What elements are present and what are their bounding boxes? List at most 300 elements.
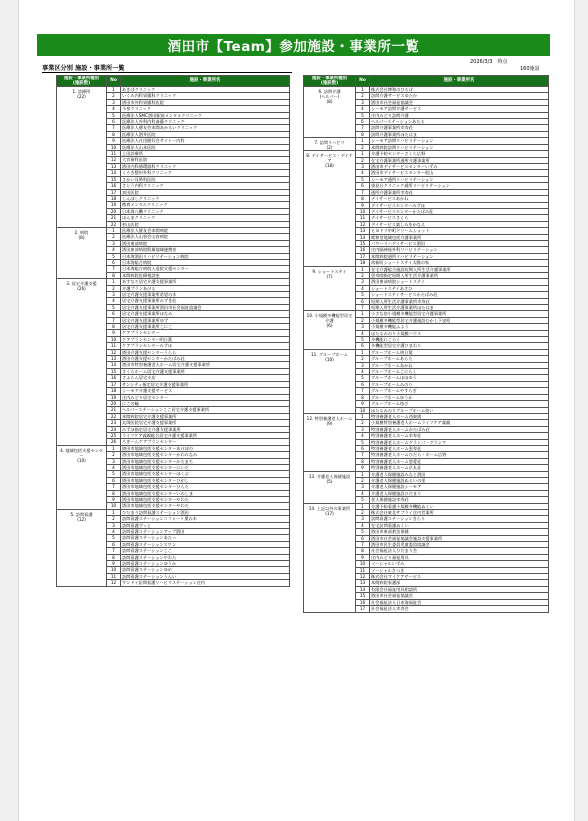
row-number: 19 bbox=[107, 394, 121, 400]
row-number: 2 bbox=[356, 317, 370, 323]
row-number: 15 bbox=[107, 176, 121, 182]
row-number: 6 bbox=[107, 119, 121, 125]
as-of-date: 2026/3/3 時点 bbox=[470, 59, 508, 65]
row-number: 17 bbox=[356, 606, 370, 612]
facility-name: 訪問看護ステーションきらり bbox=[370, 516, 549, 522]
row-number: 1 bbox=[356, 151, 370, 157]
row-number: 1 bbox=[356, 87, 370, 93]
facility-name: 庄内脳神経外科リハビリテーション bbox=[370, 247, 549, 253]
facility-name: ひだまり訪問看護ステーション酒田 bbox=[121, 509, 290, 515]
facility-name: 酒田東部病院ショートステイ bbox=[370, 279, 549, 285]
row-number: 7 bbox=[356, 388, 370, 394]
row-number: 13 bbox=[107, 163, 121, 169]
row-number: 4 bbox=[356, 369, 370, 375]
row-number: 15 bbox=[107, 368, 121, 374]
category-count: (2) bbox=[326, 145, 333, 151]
facility-name: 医療法人SMC酒田駅前メンタルクリニック bbox=[121, 112, 290, 118]
facility-name: 居宅介護支援事業所希望の木 bbox=[121, 292, 290, 298]
facility-name: デイサービスさくら bbox=[370, 215, 549, 221]
row-number: 23 bbox=[107, 420, 121, 426]
facility-name: ケアプランセンター bbox=[121, 330, 290, 336]
facility-name: グループホームゆうか bbox=[370, 394, 549, 400]
subtitle-underline bbox=[42, 72, 292, 73]
row-number: 1 bbox=[107, 509, 121, 515]
row-number: 9 bbox=[107, 561, 121, 567]
facility-name: 多機能型居宅介護ひまわり bbox=[370, 343, 549, 349]
facility-name: 特別養護老人ホーム幸寿荘 bbox=[370, 433, 549, 439]
facility-name: 酒田市地域包括支援センターほくぶ bbox=[121, 471, 290, 477]
row-number: 4 bbox=[356, 490, 370, 496]
facility-name: しんぼしクリニック bbox=[121, 195, 290, 201]
row-number: 17 bbox=[107, 189, 121, 195]
row-number: 7 bbox=[356, 542, 370, 548]
row-number: 8 bbox=[107, 490, 121, 496]
facility-name: 庄内みどり福祉用具 bbox=[370, 554, 549, 560]
facility-name: さくらホーム居宅介護支援事業所 bbox=[121, 368, 290, 374]
row-number: 2 bbox=[356, 477, 370, 483]
facility-name: 本間病院訪問リハビリテーション bbox=[370, 144, 549, 151]
facility-name: 酒田市地域包括支援センターかわみなみ bbox=[121, 452, 290, 458]
section-subtitle: 事業区分別 施設・事業所一覧 bbox=[42, 65, 125, 72]
facility-name: 酒田市外科胃腸科医院 bbox=[121, 99, 290, 105]
row-number: 21 bbox=[107, 407, 121, 413]
row-number: 2 bbox=[107, 516, 121, 522]
row-number: 13 bbox=[356, 580, 370, 586]
row-number: 4 bbox=[107, 106, 121, 112]
facility-name: 訪問看護ずっと bbox=[121, 522, 290, 528]
row-number: 4 bbox=[107, 464, 121, 470]
facility-name: 居宅介護支援事業所ゆず bbox=[121, 317, 290, 323]
facility-name: 晴和堂地域包括介護事業所 bbox=[370, 234, 549, 240]
row-number: 8 bbox=[107, 324, 121, 330]
facility-name: 本間病院医療相談室 bbox=[121, 272, 290, 278]
facility-name: 株式会社マイケアサービス bbox=[370, 574, 549, 580]
facility-name: 居宅介護支援事業所こにこ bbox=[121, 324, 290, 330]
row-number: 10 bbox=[107, 144, 121, 150]
facility-name: 訪問看護ステーションあたっ bbox=[121, 535, 290, 541]
row-number: 7 bbox=[107, 266, 121, 272]
facility-name: ほたるみのり小規模ハウス bbox=[370, 330, 549, 336]
category-cell bbox=[304, 471, 356, 503]
category-cell bbox=[57, 445, 107, 509]
facility-name: グループホームあかね bbox=[370, 362, 549, 368]
facility-name: 酒田市地域包括支援センターあけぼの bbox=[121, 445, 290, 451]
facility-name: ケアプランセンター明日葉 bbox=[121, 336, 290, 342]
row-number: 2 bbox=[107, 234, 121, 240]
row-number: 5 bbox=[107, 471, 121, 477]
row-number: 7 bbox=[107, 548, 121, 554]
facility-name: ヒヨドリ中町ドリームショット bbox=[370, 228, 549, 234]
facility-name: 特別養護老人ホームかたばみ荘 bbox=[370, 426, 549, 432]
row-number: 8 bbox=[356, 394, 370, 400]
facility-name: 訪問看護ステーションスワン bbox=[121, 541, 290, 547]
facility-name: シーモア介護支援サービス bbox=[121, 388, 290, 394]
facility-name: 訪問看護ステーションゆめ bbox=[121, 567, 290, 573]
facility-name: 株式会社博和のひろば bbox=[370, 87, 549, 93]
facility-name: サンシティ指定居宅介護支援事業所 bbox=[121, 381, 290, 387]
facility-name: 今泉クリニック bbox=[121, 106, 290, 112]
row-number: 9 bbox=[356, 401, 370, 407]
row-number: 20 bbox=[107, 208, 121, 214]
facility-name: 介護老人保健施設ぬるいの里 bbox=[370, 477, 549, 483]
facility-name: デイサービスセンターかたばみ荘 bbox=[370, 208, 549, 214]
row-number: 8 bbox=[107, 554, 121, 560]
category-label: 9. ショートステイ bbox=[312, 268, 347, 274]
row-number: 7 bbox=[107, 484, 121, 490]
row-number: 11 bbox=[107, 151, 121, 157]
category-label: 3. 居宅介護支援 bbox=[66, 281, 97, 287]
facility-name: みずほ指定居宅介護支援事業所 bbox=[121, 426, 290, 432]
category-cell bbox=[304, 266, 356, 311]
row-number: 1 bbox=[356, 311, 370, 317]
facility-name: ろぎーんケアプランセンター bbox=[121, 439, 290, 445]
row-number: 4 bbox=[107, 298, 121, 304]
row-number: 3 bbox=[356, 484, 370, 490]
facility-name: グループホームあらた bbox=[370, 356, 549, 362]
facility-name: ケアプランセンターみずほ bbox=[121, 343, 290, 349]
row-number: 12 bbox=[107, 580, 121, 586]
header-name: 施設・事業所名 bbox=[121, 76, 290, 87]
row-number: 4 bbox=[356, 522, 370, 528]
row-number: 14 bbox=[356, 234, 370, 240]
facility-name: 社会福祉法人日本海福祉会 bbox=[370, 599, 549, 605]
facility-name: デイサービスセンターみずほ bbox=[370, 202, 549, 208]
facility-name: 介護予防センターさくら広野 bbox=[370, 151, 549, 157]
facility-name: 通所介護事業所幸寿荘 bbox=[370, 189, 549, 195]
facility-name: 丸岡医院居宅介護支援事業所 bbox=[121, 420, 290, 426]
row-number: 4 bbox=[107, 247, 121, 253]
row-number: 4 bbox=[356, 330, 370, 336]
facility-name: ソーシャルさつき bbox=[370, 567, 549, 573]
row-number: 21 bbox=[107, 215, 121, 221]
facility-name: 庄内みどり居宅センター bbox=[121, 394, 290, 400]
row-number: 9 bbox=[356, 554, 370, 560]
row-number: 10 bbox=[107, 567, 121, 573]
category-count: (9) bbox=[326, 420, 333, 426]
facility-name: ヘルパーステーションここ居宅介護支援事業所 bbox=[121, 407, 290, 413]
row-number: 1 bbox=[107, 279, 121, 285]
category-label: 11. グループホーム bbox=[311, 351, 348, 357]
category-count: (26) bbox=[77, 286, 86, 292]
facility-name: 居宅介護支援事業所みずき荘 bbox=[121, 298, 290, 304]
category-cell bbox=[304, 413, 356, 471]
row-number: 7 bbox=[356, 305, 370, 311]
row-number: 5 bbox=[356, 375, 370, 381]
facility-name: 酒田介護支援センターうらら bbox=[121, 349, 290, 355]
row-number: 12 bbox=[356, 574, 370, 580]
row-number: 12 bbox=[356, 221, 370, 227]
category-cell bbox=[57, 509, 107, 586]
row-number: 10 bbox=[107, 336, 121, 342]
row-number: 12 bbox=[107, 157, 121, 163]
row-number: 15 bbox=[356, 240, 370, 246]
row-number: 18 bbox=[356, 260, 370, 266]
category-count: (12) bbox=[77, 516, 86, 522]
row-number: 2 bbox=[356, 510, 370, 516]
category-cell bbox=[57, 279, 107, 446]
row-number: 3 bbox=[356, 516, 370, 522]
row-number: 3 bbox=[107, 99, 121, 105]
row-number: 7 bbox=[107, 317, 121, 323]
row-number: 18 bbox=[107, 195, 121, 201]
facility-name: シーモア通所リハビリテーション bbox=[370, 176, 549, 182]
header-category: 施設・事業所種別 (施設数) bbox=[304, 76, 356, 87]
row-number: 2 bbox=[356, 157, 370, 163]
row-number: 5 bbox=[107, 253, 121, 259]
facility-name: 有限会社福祉用具相談所 bbox=[370, 586, 549, 592]
facility-name: 医療法人酒井医院 bbox=[121, 131, 290, 137]
row-number: 11 bbox=[356, 215, 370, 221]
category-label: 4. 地域包括支援センター bbox=[60, 447, 103, 458]
row-number: 4 bbox=[356, 433, 370, 439]
facility-name: 多機能にこらく bbox=[370, 337, 549, 343]
facility-name: 日本海酒田リハビリテーション病院 bbox=[121, 253, 290, 259]
row-number: 7 bbox=[107, 125, 121, 131]
category-count: (5) bbox=[326, 478, 333, 484]
row-number: 1 bbox=[356, 503, 370, 509]
row-number: 11 bbox=[356, 567, 370, 573]
row-number: 3 bbox=[356, 99, 370, 105]
category-label: 2. 病院 bbox=[74, 229, 89, 235]
facility-name: ショートステイあさひ bbox=[370, 285, 549, 291]
category-count: (18) bbox=[325, 163, 334, 169]
row-number: 22 bbox=[107, 413, 121, 419]
facility-name: 訪問介護事業所幸寿荘 bbox=[370, 125, 549, 131]
row-number: 8 bbox=[356, 196, 370, 202]
row-number: 3 bbox=[356, 279, 370, 285]
row-number: 10 bbox=[107, 503, 121, 509]
category-label: 7. 訪問リハビリ bbox=[314, 140, 345, 146]
row-number: 1 bbox=[107, 445, 121, 451]
category-cell bbox=[304, 151, 356, 266]
facility-name: 小さな宿小規模多機能型居宅介護事業所 bbox=[370, 311, 549, 317]
row-number: 5 bbox=[356, 439, 370, 445]
category-cell bbox=[304, 87, 356, 138]
row-number: 3 bbox=[107, 522, 121, 528]
facility-name: あきばクリニック bbox=[121, 87, 290, 93]
facility-name: ワンドイ訪問看護リハビリステーション庄内 bbox=[121, 580, 290, 586]
row-number: 9 bbox=[107, 330, 121, 336]
row-number: 25 bbox=[107, 432, 121, 438]
facility-name: ほんまクリニック bbox=[121, 215, 290, 221]
row-number: 6 bbox=[356, 298, 370, 304]
row-number: 16 bbox=[107, 375, 121, 381]
row-number: 5 bbox=[356, 292, 370, 298]
facility-name: グループホームみのり bbox=[370, 381, 549, 387]
facility-name: 小規模多機能型居宅介護施設むかし下安町 bbox=[370, 317, 549, 323]
row-number: 3 bbox=[107, 292, 121, 298]
row-number: 7 bbox=[356, 125, 370, 131]
category-count: (7) bbox=[326, 273, 333, 279]
category-cell bbox=[304, 138, 356, 151]
row-number: 6 bbox=[107, 311, 121, 317]
category-label: 1. 診療所 bbox=[72, 89, 91, 94]
row-number: 5 bbox=[107, 535, 121, 541]
facility-name: 在宅介護総合施設短期入所生活介護事業所 bbox=[370, 266, 549, 272]
row-number: 13 bbox=[356, 228, 370, 234]
facility-name: グループホーム結び bbox=[370, 401, 549, 407]
facility-name: 南新町ショートステイ太陽の家 bbox=[370, 260, 549, 266]
row-number: 6 bbox=[356, 381, 370, 387]
facility-name: 本間病院居宅介護支援事業所 bbox=[121, 413, 290, 419]
category-label: 14. 上記以外の事業所 bbox=[308, 505, 351, 511]
header-no: No bbox=[356, 76, 370, 87]
row-number: 1 bbox=[356, 266, 370, 272]
facility-name: 居宅介護支援事業所ほなみ bbox=[121, 311, 290, 317]
facility-name: グループホームやすらぎ bbox=[370, 388, 549, 394]
header-name: 施設・事業所名 bbox=[370, 76, 549, 87]
facility-name: 訪問看護ステーションここ bbox=[121, 548, 290, 554]
row-number: 4 bbox=[356, 170, 370, 176]
row-number: 7 bbox=[356, 452, 370, 458]
facility-name: 介護プランあける bbox=[121, 285, 290, 291]
row-number: 14 bbox=[107, 170, 121, 176]
row-number: 26 bbox=[107, 439, 121, 445]
row-number: 22 bbox=[107, 221, 121, 227]
facility-name: 酒田介護支援センターかたばみ荘 bbox=[121, 356, 290, 362]
row-number: 5 bbox=[107, 304, 121, 310]
facility-name: デイサービスあかね bbox=[370, 196, 549, 202]
category-label: 12. 特別養護老人ホーム bbox=[306, 415, 353, 421]
facility-name: 社会福祉法人ひだまり会 bbox=[370, 548, 549, 554]
facility-name: 小規模多機能ふよう bbox=[370, 324, 549, 330]
facility-name: 短期入所生活介護事業所幸寿荘 bbox=[370, 298, 549, 304]
category-label: 8. デイサービス・デイケア bbox=[306, 153, 353, 164]
facility-name: あすなろ居宅介護支援事業所 bbox=[121, 279, 290, 285]
row-number: 16 bbox=[356, 247, 370, 253]
category-label: 13. 介護老人保健施設 bbox=[308, 473, 351, 479]
row-number: 14 bbox=[107, 362, 121, 368]
facility-name: シーモア訪問介護サービス bbox=[370, 106, 549, 112]
row-number: 13 bbox=[107, 356, 121, 362]
row-number: 10 bbox=[356, 407, 370, 413]
facility-name: 居宅介護支援事業所酒田市社会福祉協議会 bbox=[121, 304, 290, 310]
facility-name: 訪問看護ステーションコフォート奥の木 bbox=[121, 516, 290, 522]
facility-name: 訪問看護ステーションゆうか bbox=[121, 561, 290, 567]
row-number: 17 bbox=[107, 381, 121, 387]
facility-name: さふらん居宅支店 bbox=[121, 375, 290, 381]
row-number: 19 bbox=[107, 202, 121, 208]
facility-name: 介護老人保健施設シーモア bbox=[370, 484, 549, 490]
row-number: 7 bbox=[356, 189, 370, 195]
facility-name: さかい耳鼻科医院 bbox=[121, 176, 290, 182]
facility-name: 医療法人外科内科斎藤クリニック bbox=[121, 119, 290, 125]
row-number: 24 bbox=[107, 426, 121, 432]
facility-name: 本間病院看護部 bbox=[370, 580, 549, 586]
row-number: 9 bbox=[356, 202, 370, 208]
row-number: 2 bbox=[107, 452, 121, 458]
facility-table-left bbox=[56, 75, 290, 587]
facility-name: 真田医院 bbox=[121, 189, 290, 195]
row-number: 1 bbox=[356, 349, 370, 355]
facility-name: 特別養護老人ホーム悠愛荘 bbox=[370, 458, 549, 464]
row-number: 11 bbox=[107, 343, 121, 349]
facility-name: 酒田東部病院 bbox=[121, 240, 290, 246]
row-number: 4 bbox=[356, 285, 370, 291]
facility-name: 酒田市社会福祉協議会施設支援事業所 bbox=[370, 535, 549, 541]
facility-name: 酒田市地域包括支援センターひがし bbox=[121, 477, 290, 483]
row-number: 4 bbox=[107, 529, 121, 535]
facility-name: 在宅介護事業所通所介護事業所 bbox=[370, 157, 549, 163]
header-category: 施設・事業所種別 (施設数) bbox=[57, 76, 107, 87]
row-number: 18 bbox=[107, 388, 121, 394]
category-count: (10) bbox=[77, 457, 86, 463]
row-number: 11 bbox=[107, 573, 121, 579]
category-label: 10. 小規模多機能型居宅介護 bbox=[306, 313, 353, 324]
row-number: 6 bbox=[356, 119, 370, 125]
facility-name: 介護老人保健施設ひだまり bbox=[370, 490, 549, 496]
row-number: 2 bbox=[107, 93, 121, 99]
row-number: 15 bbox=[356, 593, 370, 599]
row-number: 3 bbox=[107, 240, 121, 246]
row-number: 1 bbox=[356, 138, 370, 145]
facility-name: ほたるみのりグループホーム結い bbox=[370, 407, 549, 413]
row-number: 6 bbox=[107, 477, 121, 483]
row-number: 8 bbox=[356, 548, 370, 554]
facility-name: 特別養護老人ホーム京丸荘 bbox=[370, 465, 549, 471]
row-number: 16 bbox=[107, 183, 121, 189]
facility-name: 酒田市地域包括支援センターやわた bbox=[121, 497, 290, 503]
page-title: 酒田市【Team】参加施設・事業所一覧 bbox=[167, 39, 420, 55]
facility-name: シーモア訪問リハビリテーション bbox=[370, 138, 549, 145]
facility-name: 介護老人保健施設みなと酒田 bbox=[370, 471, 549, 477]
facility-name: 重見台クリニック通所リハビリテーション bbox=[370, 183, 549, 189]
facility-name: ショートステイサービスかたばみ荘 bbox=[370, 292, 549, 298]
row-number: 9 bbox=[107, 497, 121, 503]
facility-name: 訪問看護ステーションやわた bbox=[121, 554, 290, 560]
title-banner bbox=[37, 34, 550, 56]
facility-name: 酒田市地域包括支援センターひらた bbox=[121, 484, 290, 490]
facility-name: 酒田市特別養護老人ホーム居宅介護支援事業所 bbox=[121, 362, 290, 368]
row-number: 8 bbox=[356, 131, 370, 137]
row-number: 10 bbox=[356, 561, 370, 567]
row-number: 2 bbox=[356, 144, 370, 151]
row-number: 20 bbox=[107, 400, 121, 406]
row-number: 2 bbox=[107, 285, 121, 291]
row-number: 3 bbox=[356, 164, 370, 170]
facility-name: グループホーム明日葉 bbox=[370, 349, 549, 355]
facility-name: 株式会社東北サプライ庄内営業所 bbox=[370, 510, 549, 516]
facility-name: 医療法人山容会山容病院 bbox=[121, 234, 290, 240]
facility-name: 医療法人健友会本間病院 bbox=[121, 227, 290, 233]
row-number: 1 bbox=[107, 87, 121, 93]
facility-name: 特別養護老人ホームグランパ・グランマ bbox=[370, 439, 549, 445]
category-label: 5. 訪問看護 bbox=[70, 511, 93, 517]
facility-name: 医療法人健友会本間あかるいクリニック bbox=[121, 125, 290, 131]
facility-name: くろき整形外科クリニック bbox=[121, 170, 290, 176]
facility-name: 酒田市デイサービスセンター松山 bbox=[370, 170, 549, 176]
facility-name: グループホームほほゆう bbox=[370, 375, 549, 381]
row-number: 6 bbox=[107, 541, 121, 547]
facility-name: 杉山医院 bbox=[121, 221, 290, 227]
facility-name: 日本海総合病院 bbox=[121, 259, 290, 265]
facility-name: 小規模特別養護老人ホームライフケア義親 bbox=[370, 420, 549, 426]
category-cell bbox=[304, 311, 356, 349]
facility-name: 酒田市地域包括支援センターにいだ bbox=[121, 464, 290, 470]
facility-name: 医療法人社団健好会サイトー内科 bbox=[121, 138, 290, 144]
facility-name: 酒田市地域包括支援センターやわた bbox=[121, 503, 290, 509]
facility-name: 医療法人山本医院 bbox=[121, 144, 290, 150]
row-number: 8 bbox=[107, 131, 121, 137]
row-number: 16 bbox=[356, 599, 370, 605]
facility-name: さとう内科クリニック bbox=[121, 183, 290, 189]
row-number: 6 bbox=[356, 183, 370, 189]
row-number: 3 bbox=[356, 426, 370, 432]
facility-name: 短期入所生活介護事業所ほたはま bbox=[370, 305, 549, 311]
category-count: (22) bbox=[77, 94, 86, 99]
facility-name: 酒田市民生委員児童委員協議会 bbox=[370, 542, 549, 548]
facility-name: 特別養護老人ホーム恵寿荘 bbox=[370, 445, 549, 451]
